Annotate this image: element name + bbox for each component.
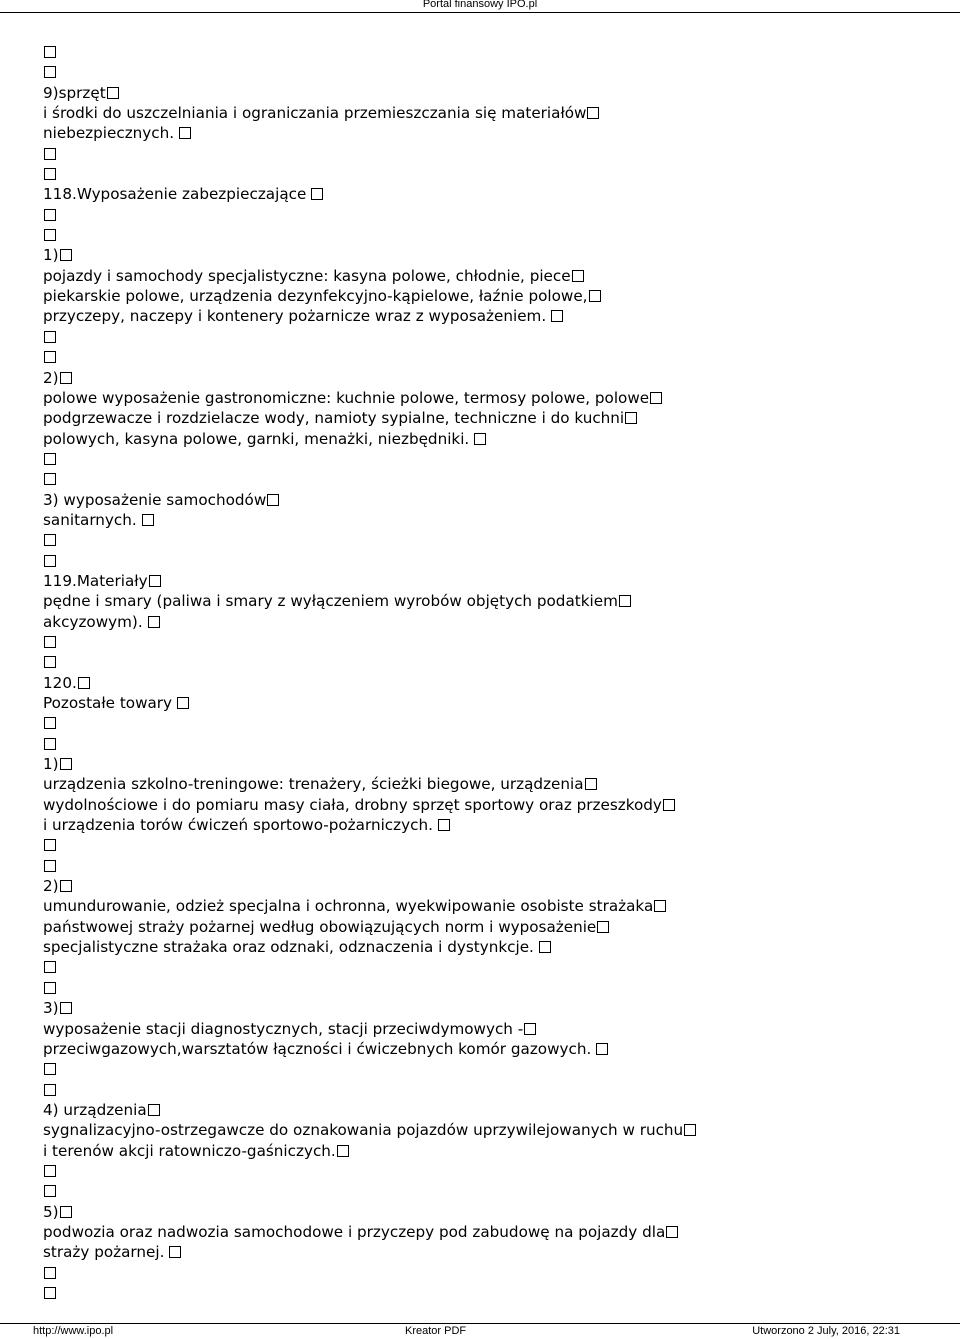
- missing-glyph-box-icon: [585, 778, 597, 790]
- missing-glyph-box-icon: [44, 656, 56, 668]
- text-line: [43, 225, 943, 245]
- missing-glyph-box-icon: [44, 453, 56, 465]
- text-line: [43, 286, 943, 306]
- text-line: [43, 815, 943, 835]
- line-text: urządzenia szkolno-treningowe: trenażery, ścieżki biegowe, urządzenia: [43, 775, 584, 794]
- text-line: [43, 490, 943, 510]
- text-line: [43, 184, 943, 204]
- text-line: [43, 632, 943, 652]
- text-line: [43, 551, 943, 571]
- text-line: [43, 1263, 943, 1283]
- line-text: Pozostałe towary: [43, 694, 173, 712]
- missing-glyph-box-icon: [587, 107, 599, 119]
- line-text: 9)sprzęt: [43, 83, 106, 102]
- missing-glyph-box-icon: [60, 1206, 72, 1218]
- text-line: [43, 306, 943, 326]
- missing-glyph-box-icon: [44, 961, 56, 973]
- line-text: umundurowanie, odzież specjalna i ochronna, wyekwipowanie osobiste strażaka: [43, 897, 654, 916]
- missing-glyph-box-icon: [551, 310, 563, 322]
- text-line: [43, 1141, 943, 1161]
- missing-glyph-box-icon: [60, 880, 72, 892]
- missing-glyph-box-icon: [60, 758, 72, 770]
- text-line: [43, 1100, 943, 1120]
- line-text: 2): [43, 877, 59, 896]
- missing-glyph-box-icon: [625, 412, 637, 424]
- missing-glyph-box-icon: [148, 616, 160, 628]
- document-body: [43, 42, 943, 1303]
- text-line: [43, 408, 943, 428]
- text-line: [43, 103, 943, 123]
- missing-glyph-box-icon: [44, 351, 56, 363]
- text-line: [43, 856, 943, 876]
- missing-glyph-box-icon: [44, 555, 56, 567]
- missing-glyph-box-icon: [44, 534, 56, 546]
- missing-glyph-box-icon: [44, 1165, 56, 1177]
- text-line: [43, 388, 943, 408]
- text-line: [43, 368, 943, 388]
- text-line: [43, 1202, 943, 1222]
- line-text: i terenów akcji ratowniczo-gaśniczych.: [43, 1141, 336, 1160]
- text-line: [43, 998, 943, 1018]
- text-line: [43, 205, 943, 225]
- text-line: [43, 1059, 943, 1079]
- missing-glyph-box-icon: [177, 697, 189, 709]
- page-footer: [0, 1323, 960, 1339]
- text-line: [43, 835, 943, 855]
- line-text: i urządzenia torów ćwiczeń sportowo-pożarniczych.: [43, 816, 433, 835]
- line-text: sanitarnych.: [43, 510, 137, 529]
- missing-glyph-box-icon: [44, 1267, 56, 1279]
- text-line: [43, 795, 943, 815]
- missing-glyph-box-icon: [44, 473, 56, 485]
- missing-glyph-box-icon: [572, 270, 584, 282]
- line-text: polowe wyposażenie gastronomiczne: kuchnie polowe, termosy polowe, polowe: [43, 388, 650, 407]
- text-line: [43, 1161, 943, 1181]
- missing-glyph-box-icon: [596, 1043, 608, 1055]
- missing-glyph-box-icon: [524, 1023, 536, 1035]
- missing-glyph-box-icon: [44, 148, 56, 160]
- line-text: piekarskie polowe, urządzenia dezynfekcyjno-kąpielowe, łaźnie polowe,: [43, 287, 588, 306]
- text-line: [43, 123, 943, 143]
- line-text: 1): [43, 246, 59, 265]
- text-line: [43, 774, 943, 794]
- line-text: 120.: [43, 673, 77, 692]
- line-text: pojazdy i samochody specjalistyczne: kasyna polowe, chłodnie, piece: [43, 266, 571, 285]
- header-title: Portal finansowy IPO.pl: [422, 0, 538, 10]
- missing-glyph-box-icon: [149, 575, 161, 587]
- line-text: państwowej straży pożarnej według obowiązujących norm i wyposażenie: [43, 917, 597, 936]
- text-line: [43, 1283, 943, 1303]
- missing-glyph-box-icon: [44, 738, 56, 750]
- line-text: sygnalizacyjno-ostrzegawcze do oznakowania pojazdów uprzywilejowanych w ruchu: [43, 1121, 684, 1140]
- missing-glyph-box-icon: [597, 921, 609, 933]
- missing-glyph-box-icon: [44, 331, 56, 343]
- text-line: [43, 1039, 943, 1059]
- text-line: [43, 713, 943, 733]
- missing-glyph-box-icon: [311, 188, 323, 200]
- missing-glyph-box-icon: [60, 249, 72, 261]
- line-text: straży pożarnej.: [43, 1243, 165, 1262]
- line-text: 119.Materiały: [43, 571, 148, 590]
- missing-glyph-box-icon: [44, 1084, 56, 1096]
- missing-glyph-box-icon: [438, 819, 450, 831]
- line-text: wyposażenie stacji diagnostycznych, stacji przeciwdymowych -: [43, 1019, 524, 1038]
- text-line: [43, 83, 943, 103]
- missing-glyph-box-icon: [44, 229, 56, 241]
- missing-glyph-box-icon: [44, 860, 56, 872]
- text-line: [43, 652, 943, 672]
- text-line: [43, 1181, 943, 1201]
- missing-glyph-box-icon: [107, 87, 119, 99]
- line-text: 5): [43, 1202, 59, 1221]
- text-line: [43, 164, 943, 184]
- text-line: [43, 673, 943, 693]
- text-line: [43, 144, 943, 164]
- line-text: akcyzowym).: [43, 612, 143, 631]
- missing-glyph-box-icon: [44, 636, 56, 648]
- missing-glyph-box-icon: [44, 982, 56, 994]
- missing-glyph-box-icon: [142, 514, 154, 526]
- text-line: [43, 530, 943, 550]
- line-text: 3): [43, 999, 59, 1018]
- text-line: [43, 327, 943, 347]
- missing-glyph-box-icon: [44, 209, 56, 221]
- text-line: [43, 591, 943, 611]
- text-line: [43, 510, 943, 530]
- missing-glyph-box-icon: [666, 1226, 678, 1238]
- missing-glyph-box-icon: [60, 372, 72, 384]
- text-line: [43, 245, 943, 265]
- text-line: [43, 1019, 943, 1039]
- line-text: 1): [43, 755, 59, 774]
- line-text: przeciwgazowych,warsztatów łączności i ćwiczebnych komór gazowych.: [43, 1039, 592, 1058]
- missing-glyph-box-icon: [44, 717, 56, 729]
- text-line: [43, 917, 943, 937]
- line-text: 2): [43, 368, 59, 387]
- missing-glyph-box-icon: [44, 66, 56, 78]
- text-line: [43, 429, 943, 449]
- text-line: [43, 1242, 943, 1262]
- text-line: [43, 937, 943, 957]
- line-text: podwozia oraz nadwozia samochodowe i przyczepy pod zabudowę na pojazdy dla: [43, 1222, 666, 1241]
- missing-glyph-box-icon: [684, 1124, 696, 1136]
- line-text: podgrzewacze i rozdzielacze wody, namioty sypialne, techniczne i do kuchni: [43, 409, 625, 428]
- text-line: [43, 978, 943, 998]
- text-line: [43, 266, 943, 286]
- missing-glyph-box-icon: [663, 799, 675, 811]
- line-text: przyczepy, naczepy i kontenery pożarnicze wraz z wyposażeniem.: [43, 307, 547, 326]
- text-line: [43, 693, 943, 713]
- text-line: [43, 347, 943, 367]
- missing-glyph-box-icon: [539, 941, 551, 953]
- line-text: 3) wyposażenie samochodów: [43, 490, 267, 509]
- text-line: [43, 957, 943, 977]
- line-text: pędne i smary (paliwa i smary z wyłączeniem wyrobów objętych podatkiem: [43, 592, 618, 611]
- missing-glyph-box-icon: [474, 433, 486, 445]
- missing-glyph-box-icon: [44, 1287, 56, 1299]
- missing-glyph-box-icon: [44, 46, 56, 58]
- missing-glyph-box-icon: [78, 677, 90, 689]
- missing-glyph-box-icon: [169, 1246, 181, 1258]
- text-line: [43, 469, 943, 489]
- text-line: [43, 62, 943, 82]
- missing-glyph-box-icon: [589, 290, 601, 302]
- line-text: specjalistyczne strażaka oraz odznaki, odznaczenia i dystynkcje.: [43, 938, 534, 957]
- missing-glyph-box-icon: [44, 1185, 56, 1197]
- text-line: [43, 734, 943, 754]
- line-text: wydolnościowe i do pomiaru masy ciała, drobny sprzęt sportowy oraz przeszkody: [43, 795, 662, 814]
- line-text: niebezpiecznych.: [43, 124, 175, 143]
- missing-glyph-box-icon: [60, 1002, 72, 1014]
- text-line: [43, 42, 943, 62]
- line-text: 118.Wyposażenie zabezpieczające: [43, 185, 307, 204]
- page-header: [0, 0, 960, 13]
- missing-glyph-box-icon: [44, 168, 56, 180]
- missing-glyph-box-icon: [179, 127, 191, 139]
- footer-created-date: Utworzono 2 July, 2016, 22:31: [752, 1325, 900, 1337]
- missing-glyph-box-icon: [44, 1063, 56, 1075]
- line-text: i środki do uszczelniania i ograniczania przemieszczania się materiałów: [43, 104, 587, 123]
- missing-glyph-box-icon: [619, 595, 631, 607]
- text-line: [43, 1120, 943, 1140]
- text-line: [43, 449, 943, 469]
- text-line: [43, 612, 943, 632]
- text-line: [43, 754, 943, 774]
- missing-glyph-box-icon: [654, 900, 666, 912]
- text-line: [43, 571, 943, 591]
- line-text: 4) urządzenia: [43, 1100, 147, 1119]
- missing-glyph-box-icon: [44, 839, 56, 851]
- footer-generator: Kreator PDF: [405, 1325, 467, 1337]
- missing-glyph-box-icon: [650, 392, 662, 404]
- line-text: polowych, kasyna polowe, garnki, menażki, niezbędniki.: [43, 429, 470, 448]
- missing-glyph-box-icon: [267, 494, 279, 506]
- text-line: [43, 1222, 943, 1242]
- missing-glyph-box-icon: [337, 1145, 349, 1157]
- text-line: [43, 876, 943, 896]
- text-line: [43, 896, 943, 916]
- missing-glyph-box-icon: [148, 1104, 160, 1116]
- footer-url: http://www.ipo.pl: [33, 1325, 114, 1337]
- text-line: [43, 1080, 943, 1100]
